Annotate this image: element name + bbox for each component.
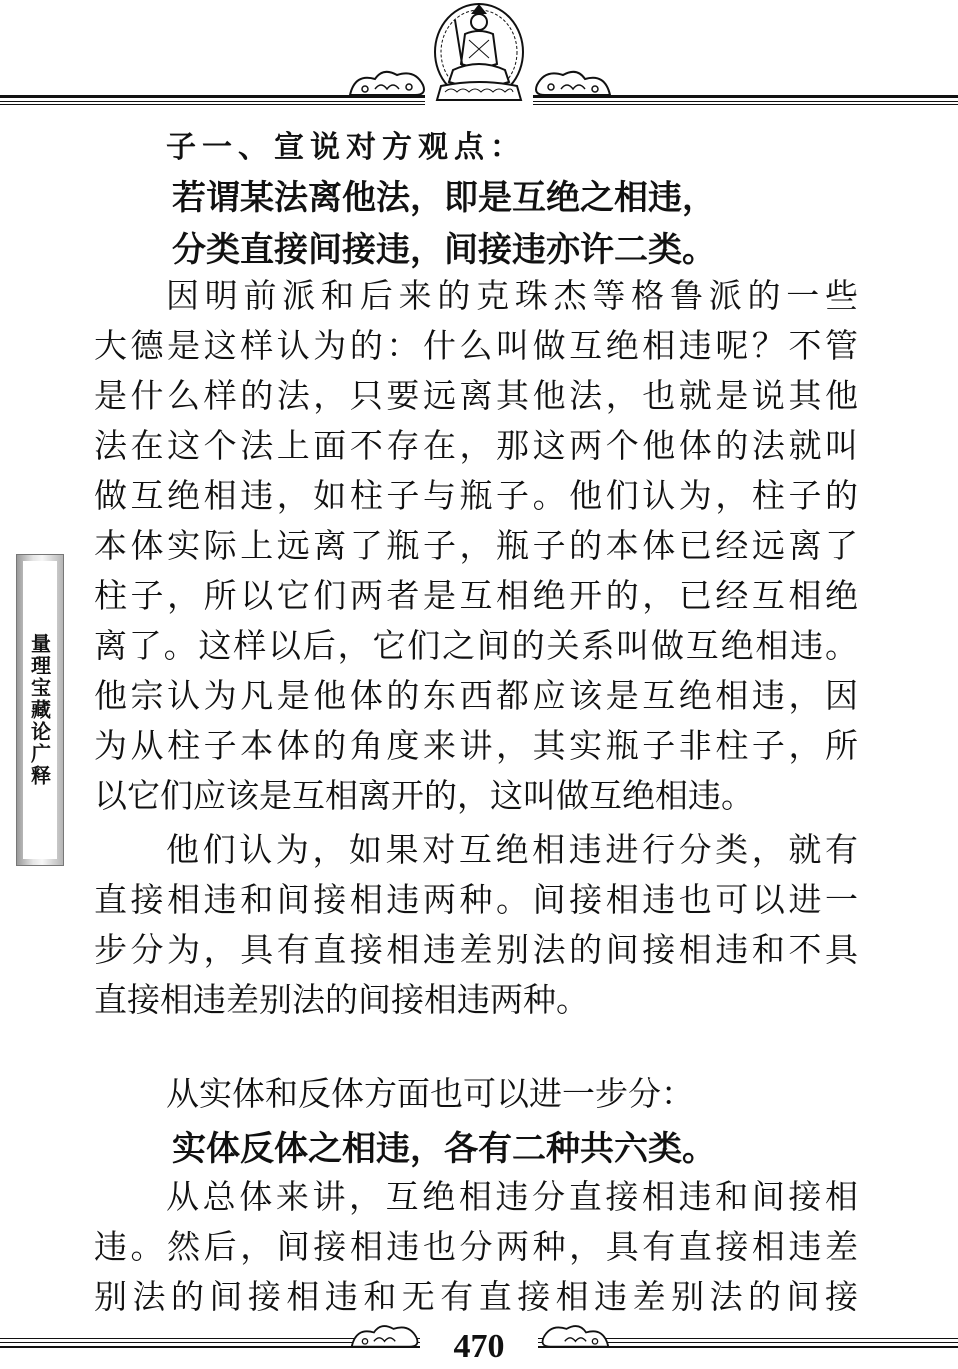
- text-line: 直接相违和间接相违两种。间接相违也可以进一: [94, 880, 858, 919]
- text-line: 从总体来讲，互绝相违分直接相违和间接相: [166, 1177, 858, 1216]
- text-line: 离了。这样以后，它们之间的关系叫做互绝相违。: [94, 626, 858, 665]
- cloud-ornament-icon: [345, 65, 430, 101]
- text-line: 本体实际上远离了瓶子，瓶子的本体已经远离了: [94, 526, 858, 565]
- text-line: 柱子，所以它们两者是互相绝开的，已经互相绝: [94, 576, 858, 615]
- cloud-ornament-icon: [345, 1320, 425, 1352]
- text-line: 为从柱子本体的角度来讲，其实瓶子非柱子，所: [94, 726, 858, 765]
- text-line: 以它们应该是互相离开的，这叫做互绝相违。: [94, 776, 754, 815]
- text-line: 法在这个法上面不存在，那这两个他体的法就叫: [94, 426, 858, 465]
- text-line: 他宗认为凡是他体的东西都应该是互绝相违，因: [94, 676, 858, 715]
- text-line: 直接相违差别法的间接相违两种。: [94, 980, 589, 1019]
- paragraph: [94, 271, 858, 821]
- paragraph: [94, 1069, 858, 1119]
- cloud-ornament-icon: [535, 1320, 615, 1352]
- padmasambhava-figure-icon: [425, 0, 533, 106]
- paragraph: [94, 1172, 858, 1322]
- verse-line: 实体反体之相违，各有二种共六类。: [172, 1129, 716, 1169]
- book-title: 量理宝藏论广释: [27, 633, 52, 787]
- text-line: 从实体和反体方面也可以进一步分：: [166, 1074, 694, 1113]
- page-number: 470: [420, 1326, 538, 1368]
- text-line: 因明前派和后来的克珠杰等格鲁派的一些: [166, 276, 858, 315]
- text-line: 步分为，具有直接相违差别法的间接相违和不具: [94, 930, 858, 969]
- section-heading: 子一、宣说对方观点：: [166, 130, 526, 165]
- side-tab: [16, 554, 64, 866]
- verse-line: 分类直接间接违，间接违亦许二类。: [172, 230, 716, 270]
- paragraph: [94, 825, 858, 1025]
- text-line: 他们认为，如果对互绝相违进行分类，就有: [166, 830, 858, 869]
- text-line: 是什么样的法，只要远离其他法，也就是说其他: [94, 376, 858, 415]
- text-line: 大德是这样认为的：什么叫做互绝相违呢？不管: [94, 326, 858, 365]
- text-line: 做互绝相违，如柱子与瓶子。他们认为，柱子的: [94, 476, 858, 515]
- verse-line: 若谓某法离他法，即是互绝之相违，: [172, 178, 716, 218]
- text-line: 违。然后，间接相违也分两种，具有直接相违差: [94, 1227, 858, 1266]
- text-line: 别法的间接相违和无有直接相违差别法的间接: [94, 1277, 858, 1316]
- cloud-ornament-icon: [530, 65, 615, 101]
